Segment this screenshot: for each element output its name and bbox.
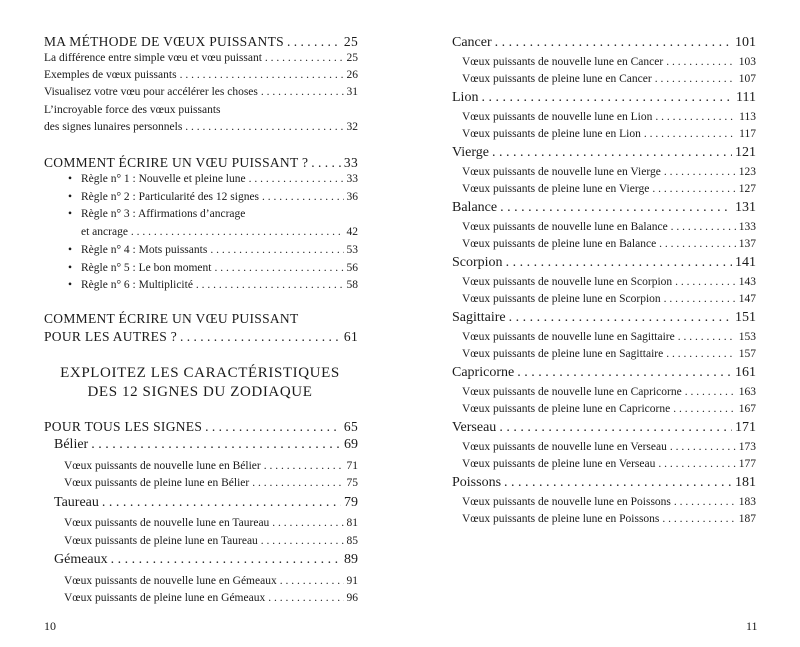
toc-entry-title: Règle n° 6 : Multiplicité (81, 279, 193, 291)
dot-leader (675, 276, 736, 288)
toc-entry-page: 33 (343, 155, 358, 170)
toc-entry[interactable] (462, 221, 756, 233)
dot-leader (185, 121, 343, 133)
toc-entry-page: 163 (738, 386, 756, 398)
toc-entry-page: 25 (346, 52, 358, 64)
dot-leader (264, 460, 344, 472)
dot-leader (509, 310, 732, 326)
toc-entry-page: 75 (346, 477, 358, 489)
toc-entry-title: Vœux puissants de nouvelle lune en Lion (462, 111, 653, 123)
toc-entry-title: Verseau (452, 420, 497, 435)
toc-entry-page: 26 (346, 69, 358, 81)
toc-entry-page: 32 (346, 121, 358, 133)
toc-entry-comment-ecrire[interactable] (44, 155, 358, 171)
dot-leader (492, 145, 732, 161)
bullet-icon: • (68, 262, 73, 274)
toc-entry-title-line1: L’incroyable force des vœux puissants (44, 104, 221, 116)
dot-leader (664, 166, 736, 178)
dot-leader (664, 293, 736, 305)
dot-leader (261, 86, 344, 98)
toc-entry-page: 103 (738, 56, 756, 68)
bullet-icon: • (68, 244, 73, 256)
toc-entry-title-line1: Règle n° 3 : Affirmations d’ancrage (81, 208, 246, 220)
toc-entry-title: Gémeaux (54, 552, 108, 567)
dot-leader (272, 517, 343, 529)
dot-leader (265, 52, 344, 64)
dot-leader (666, 56, 736, 68)
toc-entry[interactable] (44, 69, 358, 81)
section-heading-line: DES 12 SIGNES DU ZODIAQUE (87, 384, 313, 400)
toc-entry-page: 161 (735, 365, 756, 380)
toc-entry-sign[interactable] (452, 200, 756, 216)
toc-entry-title: POUR LES AUTRES ? (44, 329, 177, 344)
bullet-icon: • (68, 191, 73, 203)
toc-entry-page: 127 (738, 183, 756, 195)
toc-entry-sign[interactable] (54, 552, 358, 568)
toc-entry-title: Visualisez votre vœu pour accélérer les choses (44, 86, 258, 98)
toc-entry-page: 81 (346, 517, 358, 529)
toc-entry[interactable] (462, 348, 756, 360)
toc-entry-title: Vœux puissants de nouvelle lune en Balance (462, 221, 668, 233)
toc-entry-page: 177 (738, 458, 756, 470)
toc-entry-page: 36 (346, 191, 358, 203)
dot-leader (674, 496, 736, 508)
bullet-icon: • (68, 173, 73, 185)
dot-leader (673, 403, 736, 415)
toc-entry-sign[interactable] (54, 437, 358, 453)
toc-entry-page: 153 (738, 331, 756, 343)
toc-entry-title: Vœux puissants de nouvelle lune en Taureau (64, 517, 270, 529)
toc-entry[interactable] (462, 183, 756, 195)
toc-entry-title: Sagittaire (452, 310, 506, 325)
toc-entry-page: 58 (346, 279, 358, 291)
toc-entry-page: 113 (739, 111, 756, 123)
toc-entry-title: des signes lunaires personnels (44, 121, 183, 133)
toc-entry-page: 31 (346, 86, 358, 98)
toc-entry[interactable] (64, 575, 358, 587)
toc-entry-title: Exemples de vœux puissants (44, 69, 177, 81)
toc-entry[interactable] (64, 592, 358, 604)
dot-leader (210, 244, 343, 256)
toc-entry-sign[interactable] (452, 90, 756, 106)
toc-entry-page: 85 (346, 535, 358, 547)
dot-leader (268, 592, 343, 604)
toc-entry-title: Règle n° 5 : Le bon moment (81, 262, 212, 274)
toc-entry-page: 89 (344, 552, 358, 567)
dot-leader (655, 73, 736, 85)
toc-entry-sign[interactable] (452, 35, 756, 51)
toc-entry-page: 61 (343, 329, 358, 344)
toc-entry-page: 123 (738, 166, 756, 178)
toc-entry[interactable] (462, 513, 756, 525)
toc-entry-page: 53 (346, 244, 358, 256)
toc-entry-sign[interactable] (452, 255, 756, 271)
dot-leader (662, 513, 735, 525)
page-number: 10 (44, 619, 56, 633)
dot-leader (280, 575, 344, 587)
toc-entry-page: 143 (738, 276, 756, 288)
toc-entry-title: Vœux puissants de nouvelle lune en Gémeaux (64, 575, 277, 587)
toc-entry-rule[interactable] (81, 279, 358, 291)
toc-entry-title: Vœux puissants de pleine lune en Balance (462, 238, 657, 250)
toc-entry[interactable] (462, 166, 756, 178)
toc-entry[interactable] (44, 52, 358, 64)
toc-entry-title: Vœux puissants de nouvelle lune en Bélier (64, 460, 261, 472)
dot-leader (644, 128, 736, 140)
toc-entry-title: Lion (452, 90, 479, 105)
toc-entry-rule[interactable] (81, 262, 358, 274)
dot-leader (504, 475, 732, 491)
toc-entry-ma-methode[interactable] (44, 34, 358, 50)
toc-entry-title: Vœux puissants de pleine lune en Cancer (462, 73, 652, 85)
toc-entry-page: 131 (735, 200, 756, 215)
toc-entry-sign[interactable] (54, 495, 358, 511)
toc-entry-title: Règle n° 4 : Mots puissants (81, 244, 208, 256)
toc-entry-page: 69 (344, 437, 358, 452)
toc-entry[interactable] (462, 496, 756, 508)
page-number: 11 (746, 619, 758, 633)
toc-entry-title: Scorpion (452, 255, 503, 270)
toc-entry[interactable] (462, 403, 756, 415)
toc-entry-page: 91 (346, 575, 358, 587)
toc-entry-page: 173 (738, 441, 756, 453)
toc-entry-page: 141 (735, 255, 756, 270)
dot-leader (500, 200, 732, 216)
toc-entry-title: Vœux puissants de nouvelle lune en Poissons (462, 496, 671, 508)
toc-entry-sign[interactable] (452, 145, 756, 161)
toc-entry-title: Vœux puissants de pleine lune en Lion (462, 128, 641, 140)
dot-leader (249, 173, 344, 185)
toc-entry-rule[interactable] (81, 226, 358, 238)
toc-entry-title: Cancer (452, 35, 492, 50)
toc-entry-page: 96 (346, 592, 358, 604)
toc-entry-page: 101 (735, 35, 756, 50)
toc-entry-title: Balance (452, 200, 498, 215)
dot-leader (670, 441, 736, 453)
toc-entry-page: 133 (738, 221, 756, 233)
toc-entry-title: Vœux puissants de nouvelle lune en Sagittaire (462, 331, 675, 343)
toc-entry-title: Capricorne (452, 365, 515, 380)
dot-leader (671, 221, 736, 233)
toc-entry-page: 42 (346, 226, 358, 238)
toc-entry-rule[interactable] (81, 191, 358, 203)
toc-entry-title: Règle n° 1 : Nouvelle et pleine lune (81, 173, 246, 185)
dot-leader (131, 226, 344, 238)
toc-entry-title: Vœux puissants de pleine lune en Poissons (462, 513, 660, 525)
dot-leader (499, 420, 732, 436)
toc-entry-page: 33 (346, 173, 358, 185)
toc-entry-page: 111 (736, 90, 756, 105)
toc-entry[interactable] (462, 458, 756, 470)
toc-entry-title: Vœux puissants de pleine lune en Verseau (462, 458, 656, 470)
toc-entry-title: Vœux puissants de pleine lune en Sagittaire (462, 348, 664, 360)
dot-leader (495, 35, 732, 51)
dot-leader (214, 262, 343, 274)
toc-entry[interactable] (462, 111, 756, 123)
toc-entry[interactable] (64, 535, 358, 547)
dot-leader (666, 348, 736, 360)
toc-entry-title: Vœux puissants de nouvelle lune en Capricorne (462, 386, 682, 398)
dot-leader (658, 458, 735, 470)
bullet-icon: • (68, 208, 73, 220)
dot-leader (659, 238, 736, 250)
toc-entry-page: 56 (346, 262, 358, 274)
dot-leader (91, 437, 341, 453)
toc-entry-page: 181 (735, 475, 756, 490)
toc-entry-page: 65 (343, 419, 358, 434)
toc-entry-page: 71 (346, 460, 358, 472)
dot-leader (180, 329, 341, 345)
toc-entry-title: Vœux puissants de pleine lune en Vierge (462, 183, 650, 195)
toc-entry-title: Vœux puissants de nouvelle lune en Cancer (462, 56, 664, 68)
dot-leader (655, 111, 736, 123)
toc-entry-page: 183 (738, 496, 756, 508)
toc-entry[interactable] (462, 386, 756, 398)
dot-leader (205, 419, 341, 435)
toc-entry-pour-tous-les-signes[interactable] (44, 419, 358, 435)
toc-entry-page: 107 (738, 73, 756, 85)
toc-entry[interactable] (44, 121, 358, 133)
toc-entry-title: Vœux puissants de nouvelle lune en Scorpion (462, 276, 673, 288)
toc-entry-title: et ancrage (81, 226, 128, 238)
toc-entry-title: Vœux puissants de pleine lune en Scorpion (462, 293, 661, 305)
toc-entry[interactable] (462, 238, 756, 250)
dot-leader (180, 69, 344, 81)
toc-entry-sign[interactable] (452, 420, 756, 436)
toc-entry-title: Vœux puissants de nouvelle lune en Vierge (462, 166, 661, 178)
dot-leader (196, 279, 344, 291)
toc-entry[interactable] (462, 56, 756, 68)
dot-leader (261, 535, 344, 547)
toc-entry-page: 79 (344, 495, 358, 510)
toc-entry-title: Vœux puissants de pleine lune en Bélier (64, 477, 250, 489)
toc-entry-title: Vœux puissants de pleine lune en Gémeaux (64, 592, 266, 604)
section-heading-line: EXPLOITEZ LES CARACTÉRISTIQUES (60, 365, 340, 381)
dot-leader (111, 552, 341, 568)
dot-leader (262, 191, 343, 203)
toc-entry-title: Règle n° 2 : Particularité des 12 signes (81, 191, 260, 203)
toc-entry-title: POUR TOUS LES SIGNES (44, 419, 203, 434)
bullet-icon: • (68, 279, 73, 291)
toc-entry-rule[interactable] (81, 244, 358, 256)
toc-entry-title: Poissons (452, 475, 502, 490)
toc-entry-title-line1: COMMENT ÉCRIRE UN VŒU PUISSANT (44, 311, 299, 326)
toc-entry-title: Vierge (452, 145, 489, 160)
dot-leader (685, 386, 736, 398)
toc-entry-title: Bélier (54, 437, 89, 452)
toc-entry-page: 167 (738, 403, 756, 415)
toc-entry-page: 157 (738, 348, 756, 360)
toc-entry-page: 121 (735, 145, 756, 160)
toc-entry-sign[interactable] (452, 310, 756, 326)
toc-entry-rule[interactable] (81, 173, 358, 185)
dot-leader (652, 183, 735, 195)
toc-entry-sign[interactable] (452, 365, 756, 381)
dot-leader (311, 155, 341, 171)
dot-leader (252, 477, 343, 489)
dot-leader (678, 331, 736, 343)
toc-entry[interactable] (64, 477, 358, 489)
toc-entry[interactable] (462, 276, 756, 288)
toc-entry-page: 117 (739, 128, 756, 140)
dot-leader (287, 34, 341, 50)
toc-entry[interactable] (64, 517, 358, 529)
toc-entry[interactable] (462, 331, 756, 343)
toc-entry-title: La différence entre simple vœu et vœu puissant (44, 52, 262, 64)
toc-entry-page: 147 (738, 293, 756, 305)
right-page (400, 0, 800, 647)
toc-entry-page: 151 (735, 310, 756, 325)
toc-entry-title: COMMENT ÉCRIRE UN VŒU PUISSANT ? (44, 155, 309, 170)
dot-leader (506, 255, 732, 271)
toc-entry-page: 25 (343, 34, 358, 49)
toc-entry-title: Vœux puissants de pleine lune en Taureau (64, 535, 258, 547)
toc-entry[interactable] (44, 86, 358, 98)
section-heading (40, 364, 360, 402)
toc-entry-title: Taureau (54, 495, 99, 510)
toc-entry-title: Vœux puissants de pleine lune en Capricorne (462, 403, 671, 415)
toc-entry-page: 187 (738, 513, 756, 525)
toc-entry[interactable] (462, 293, 756, 305)
toc-entry-title: Vœux puissants de nouvelle lune en Verseau (462, 441, 667, 453)
dot-leader (481, 90, 733, 106)
toc-entry-title: MA MÉTHODE DE VŒUX PUISSANTS (44, 34, 284, 49)
toc-entry[interactable] (462, 441, 756, 453)
toc-entry[interactable] (64, 460, 358, 472)
dot-leader (102, 495, 341, 511)
toc-entry-page: 171 (735, 420, 756, 435)
toc-entry-sign[interactable] (452, 475, 756, 491)
toc-entry[interactable] (462, 128, 756, 140)
toc-entry-page: 137 (738, 238, 756, 250)
toc-entry-pour-les-autres[interactable] (44, 329, 358, 345)
toc-entry[interactable] (462, 73, 756, 85)
dot-leader (517, 365, 732, 381)
